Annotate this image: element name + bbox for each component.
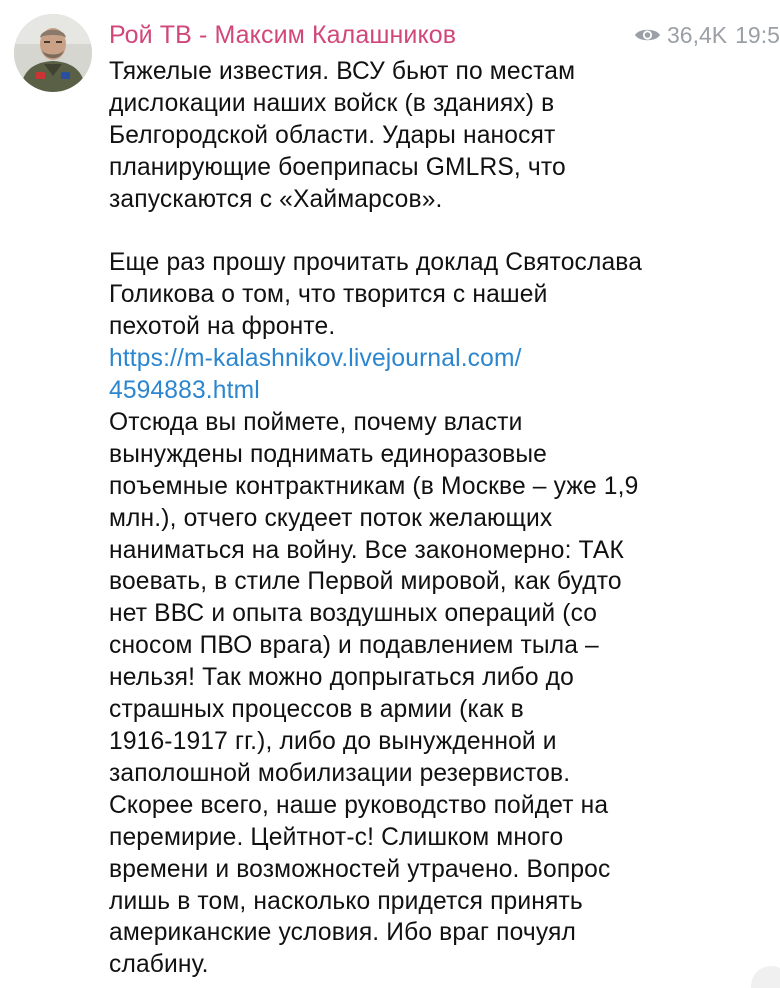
message-line: страшных процессов в армии (как в — [109, 696, 524, 724]
message-line: Еще раз прошу прочитать доклад Святослава — [109, 249, 643, 277]
message-line: Белгородской области. Удары наносят — [109, 121, 556, 149]
view-count: 36,4K — [667, 22, 728, 48]
message-line: Тяжелые известия. ВСУ бьют по местам — [109, 58, 576, 85]
message-line: заполошной мобилизации резервистов. — [109, 759, 571, 787]
message-line: слабину. — [109, 951, 209, 979]
post-meta — [634, 18, 780, 52]
message-line: времени и возможностей утрачено. Вопрос — [109, 855, 611, 883]
message-line: дислокации наших войск (в зданиях) в — [109, 89, 555, 117]
message-line: пехотой на фронте. — [109, 313, 336, 341]
message-line: американские условия. Ибо враг почуял — [109, 919, 576, 947]
message-line: нельзя! Так можно допрыгаться либо до — [109, 664, 574, 692]
message-line: 1916-1917 гг.), либо до вынужденной и — [109, 728, 557, 756]
message-line: Отсюда вы поймете, почему власти — [109, 408, 523, 436]
message-line: запускаются с «Хаймарсов». — [109, 185, 443, 213]
message-line: вынуждены поднимать единоразовые — [109, 440, 548, 468]
post-time: 19:5 — [735, 22, 780, 48]
message-line: лишь в том, насколько придется принять — [109, 887, 583, 915]
message-line: Голикова о том, что творится с нашей — [109, 281, 548, 309]
channel-name[interactable]: Рой ТВ - Максим Калашников — [109, 21, 457, 49]
message-text — [109, 56, 774, 981]
avatar[interactable] — [14, 14, 92, 92]
message-line: Скорее всего, наше руководство пойдет на — [109, 791, 609, 819]
message-line: наниматься на войну. Все закономерно: ТАК — [109, 536, 624, 564]
eye-icon — [634, 26, 661, 44]
message-line: планирующие боеприпасы GMLRS, что — [109, 153, 566, 181]
article-link-continued[interactable]: 4594883.html — [109, 377, 260, 405]
paragraph-spacer — [109, 216, 774, 248]
message-line: воевать, в стиле Первой мировой, как будто — [109, 568, 622, 596]
avatar-portrait-icon — [14, 14, 92, 92]
message-line: перемирие. Цейтнот-с! Слишком много — [109, 823, 564, 851]
message-line: нет ВВС и опыта воздушных операций (со — [109, 600, 598, 628]
article-link[interactable]: https://m-kalashnikov.livejournal.com/ — [109, 345, 522, 373]
message-line: сносом ПВО врага) и подавлением тыла – — [109, 632, 599, 660]
message-line: млн.), отчего скудеет поток желающих — [109, 504, 553, 532]
message-line: поъемные контрактникам (в Москве – уже 1,9 — [109, 472, 639, 500]
